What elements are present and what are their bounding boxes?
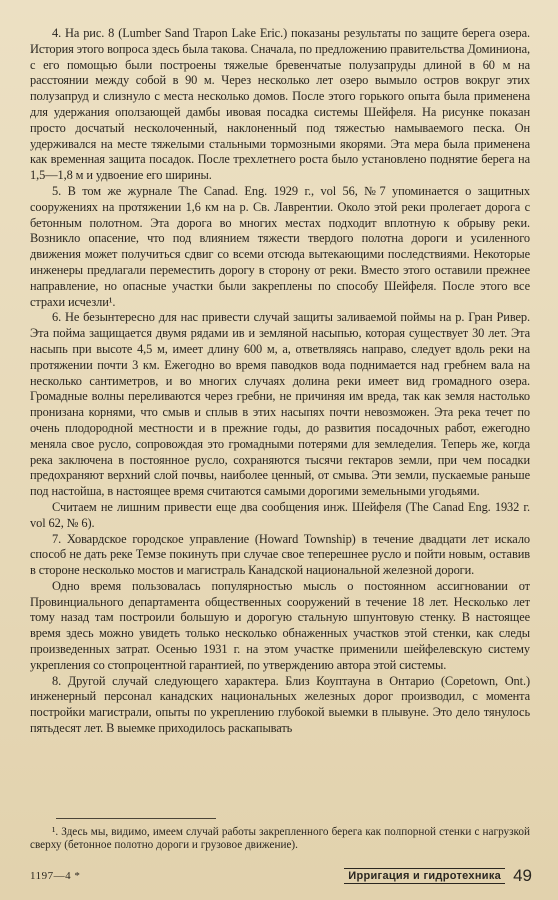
page-footer [30, 864, 532, 888]
paragraph-7-continued: Одно время пользовалась популярностью мысль о постоянном ассигновании от Провинциального департамента общественных сооружений в течение 18 лет. Несколько лет тому назад там построили большую и дорогую стальную шпунтовую стенку. В настоящее время здесь можно увидеть только несколько обнаженных участков этой стенки, как следы произведенных затрат. Осенью 1931 г. на этом участке применили шейфелевскую систему укрепления со стопроцентной гарантией, по утверждению автора этой системы. [30, 578, 530, 672]
footnote: ¹. Здесь мы, видимо, имеем случай работы закрепленного берега как полпорной стенки с нагрузкой сверху (бетонное полотно дороги и грузовое движение). [30, 826, 530, 852]
footnote-divider [56, 818, 216, 819]
journal-title: Ирригация и гидротехника [344, 868, 505, 884]
paragraph-5: 5. В том же журнале The Canad. Eng. 1929 г., vol 56, №7 упоминается о защитных сооружениях на протяжении 1,6 км на р. Св. Лаврентии. Около этой реки пролегает дорога с бетонным полотном. Эта дорога во многих местах подходит вплотную к обрыву реки. Возникло опасение, что под влиянием тяжести твердого полотна дороги и усиленного движения может получиться сдвиг со всеми отсюда вытекающими последствиями. Некоторые инженеры предлагали переместить дорогу в сторону от реки. Вместо этого оставили прежнее направление, но опасные участки были закреплены по способу Шейфеля. После этого все страхи исчезли¹. [30, 183, 530, 309]
paragraph-8: 8. Другой случай следующего характера. Близ Коуптауна в Онтарио (Copetown, Ont.) инженерный персонал канадских национальных железных дорог производил, с момента постройки магистрали, опыты по укреплению глубокой выемки в плывуне. Это дело тянулось пятьдесят лет. В выемке приходилось раскапывать [30, 673, 530, 736]
printer-signature: 1197—4 * [30, 870, 81, 882]
paragraph-6: 6. Не безынтересно для нас привести случай защиты заливаемой поймы на р. Гран Ривер. Эта пойма защищается двумя рядами ив и земляной насыпью, которая существует 30 лет. Эта насыпь при высоте 4,5 м, имеет длину 600 м, а, ответвляясь направо, следует вдоль реки на протяжении почти 3 км. Ежегодно во время паводков вода поднимается над гребнем вала на несколько сантиметров, и во многих случаях долина реки имеет вид громадного озера. Громадные волны переливаются через гребни, не причиняя им вреда, так как земля настолько пронизана корнями, что смыв и сплыв в этих насыпях почти невозможен. Эта река течет по очень плодородной местности и в прежние годы, до развития посадочных работ, ежегодно меняла свое русло, сопровождая это громадными потерями для земледелия. Теперь же, когда река заключена в постоянное русло, сохраняются тысячи гектаров земли, при чем посадки предохраняют верхний слой почвы, наиболее ценный, от смыва. Эти земли, пускаемые раньше под настойша, в настоящее время считаются самыми дорогими земельными угодьями. [30, 310, 530, 499]
body-text [30, 26, 530, 737]
page-number: 49 [513, 866, 532, 885]
paragraph-4: 4. На рис. 8 (Lumber Sand Trapon Lake Eric.) показаны результаты по защите берега озера. История этого вопроса здесь была такова. Сначала, по предложению правительства Доминиона, с его помощью были построены тяжелые бревенчатые полузапруды длиной в 60 м на расстоянии между собой в 90 м. Через несколько лет озеро вымыло остров вокруг этих полузапруд и слизнуло с места несколько домов. После этого горького опыта была применена для удержания оползающей дамбы ивовая посадка системы Шейфеля. На рисунке показан просто досчатый несколоченный, наклоненный под тяжестью намываемого песка. Он удерживался на месте тяжелыми стальными тормозными якорями. Эта мера была применена как временная защита посадок. После трехлетнего роста было установлено поднятие берега на 1,5—1,8 м и удвоение его ширины. [30, 26, 530, 183]
paragraph-scheifele-intro: Считаем не лишним привести еще два сообщения инж. Шейфеля (The Canad Eng. 1932 г. vol 62, № 6). [30, 499, 530, 530]
paragraph-7: 7. Ховардское городское управление (Howard Township) в течение двадцати лет искало способ не дать реке Темзе покинуть при случае свое теперешнее русло и пойти новым, оставив в стороне несколько мостов и магистраль Канадской национальной железной дороги. [30, 531, 530, 578]
running-footer [344, 866, 532, 886]
